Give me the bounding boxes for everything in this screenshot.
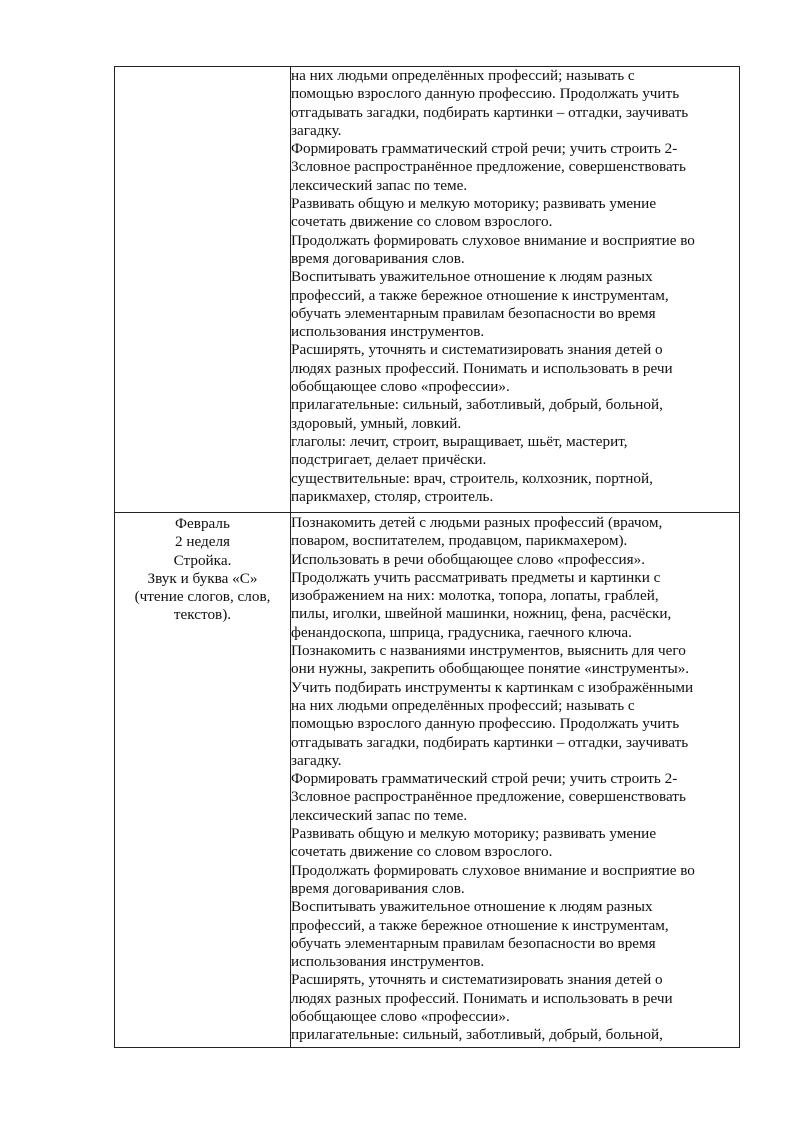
goal-line: Познакомить детей с людьми разных профессий (врачом, xyxy=(291,514,663,531)
goal-line: Продолжать учить рассматривать предметы и картинки с xyxy=(291,568,661,586)
goal-line: людях разных профессий. Понимать и использовать в речи xyxy=(291,359,673,377)
goal-line: помощью взрослого данную профессию. Продолжать учить xyxy=(291,715,680,733)
goal-line: прилагательные: сильный, заботливый, добрый, больной, xyxy=(291,1026,663,1044)
goal-line: время договаривания слов. xyxy=(291,879,465,897)
goal-line: обобщающее слово «профессии». xyxy=(291,1008,510,1026)
table-row xyxy=(115,513,740,1048)
goal-line: обучать элементарным правилам безопасности во время xyxy=(291,934,656,952)
goal-line: время договаривания слов. xyxy=(291,249,465,267)
table-row xyxy=(115,67,740,513)
goal-line: подстригает, делает причёски. xyxy=(291,451,487,469)
goal-line: профессий, а также бережное отношение к инструментам, xyxy=(291,286,669,304)
topic-cell xyxy=(115,67,291,513)
goal-line: пилы, иголки, швейной машинки, ножниц, фена, расчёски, xyxy=(291,605,672,623)
lesson-plan-table xyxy=(114,66,740,1048)
goal-line: 3словное распространённое предложение, совершенствовать xyxy=(291,788,686,806)
goal-line: профессий, а также бережное отношение к инструментам, xyxy=(291,916,669,934)
topic-line: 2 неделя xyxy=(174,533,231,551)
goal-line: Познакомить с названиями инструментов, выяснить для чего xyxy=(291,642,686,660)
goal-line: они нужны, закрепить обобщающее понятие «инструменты». xyxy=(291,660,690,678)
topic-line: текстов). xyxy=(173,606,232,624)
goal-line: загадку. xyxy=(291,121,342,139)
goal-line: Продолжать формировать слуховое внимание и восприятие во xyxy=(291,861,695,879)
goal-line: парикмахер, столяр, строитель. xyxy=(291,487,494,505)
topic-line: Февраль xyxy=(175,515,230,532)
goal-line: Формировать грамматический строй речи; учить строить 2- xyxy=(291,770,678,788)
goal-line: Учить подбирать инструменты к картинкам с изображёнными xyxy=(291,678,694,696)
goal-line: обобщающее слово «профессии». xyxy=(291,378,510,396)
goal-line: Развивать общую и мелкую моторику; развивать умение xyxy=(291,195,657,213)
goal-line: помощью взрослого данную профессию. Продолжать учить xyxy=(291,85,680,103)
goal-line: людях разных профессий. Понимать и использовать в речи xyxy=(291,989,673,1007)
goal-line: изображением на них: молотка, топора, лопаты, граблей, xyxy=(291,587,659,605)
goals-cell xyxy=(291,67,740,513)
goal-line: Продолжать формировать слуховое внимание и восприятие во xyxy=(291,231,695,249)
goal-line: Формировать грамматический строй речи; учить строить 2- xyxy=(291,140,678,158)
goal-line: Воспитывать уважительное отношение к людям разных xyxy=(291,268,653,286)
goals-cell xyxy=(291,513,740,1048)
goal-line: сочетать движение со словом взрослого. xyxy=(291,843,553,861)
goal-line: Расширять, уточнять и систематизировать знания детей о xyxy=(291,341,663,359)
goal-line: обучать элементарным правилам безопасности во время xyxy=(291,304,656,322)
goal-line: поваром, воспитателем, продавцом, парикмахером). xyxy=(291,532,628,550)
goal-line: лексический запас по теме. xyxy=(291,176,468,194)
goal-line: глаголы: лечит, строит, выращивает, шьёт, мастерит, xyxy=(291,432,628,450)
goal-line: Развивать общую и мелкую моторику; развивать умение xyxy=(291,825,657,843)
goal-line: существительные: врач, строитель, колхозник, портной, xyxy=(291,469,653,487)
goal-line: здоровый, умный, ловкий. xyxy=(291,414,462,432)
goal-line: использования инструментов. xyxy=(291,323,485,341)
topic-line: Стройка. xyxy=(173,551,232,569)
goal-line: отгадывать загадки, подбирать картинки – отгадки, заучивать xyxy=(291,103,689,121)
goal-line: фенандоскопа, шприца, градусника, гаечного ключа. xyxy=(291,623,632,641)
topic-line: Звук и буква «С» xyxy=(147,569,258,587)
goal-line: сочетать движение со словом взрослого. xyxy=(291,213,553,231)
topic-cell xyxy=(115,513,291,1048)
goal-line: отгадывать загадки, подбирать картинки – отгадки, заучивать xyxy=(291,733,689,751)
goal-line: лексический запас по теме. xyxy=(291,806,468,824)
goal-line: на них людьми определённых профессий; называть с xyxy=(291,67,635,84)
topic-line: (чтение слогов, слов, xyxy=(134,588,271,606)
goal-line: 3словное распространённое предложение, совершенствовать xyxy=(291,158,686,176)
goal-line: использования инструментов. xyxy=(291,953,485,971)
goal-line: Воспитывать уважительное отношение к людям разных xyxy=(291,898,653,916)
goal-line: на них людьми определённых профессий; называть с xyxy=(291,696,635,714)
goal-line: Расширять, уточнять и систематизировать знания детей о xyxy=(291,971,663,989)
goal-line: Использовать в речи обобщающее слово «профессия». xyxy=(291,550,646,568)
goal-line: прилагательные: сильный, заботливый, добрый, больной, xyxy=(291,396,663,414)
goal-line: загадку. xyxy=(291,751,342,769)
